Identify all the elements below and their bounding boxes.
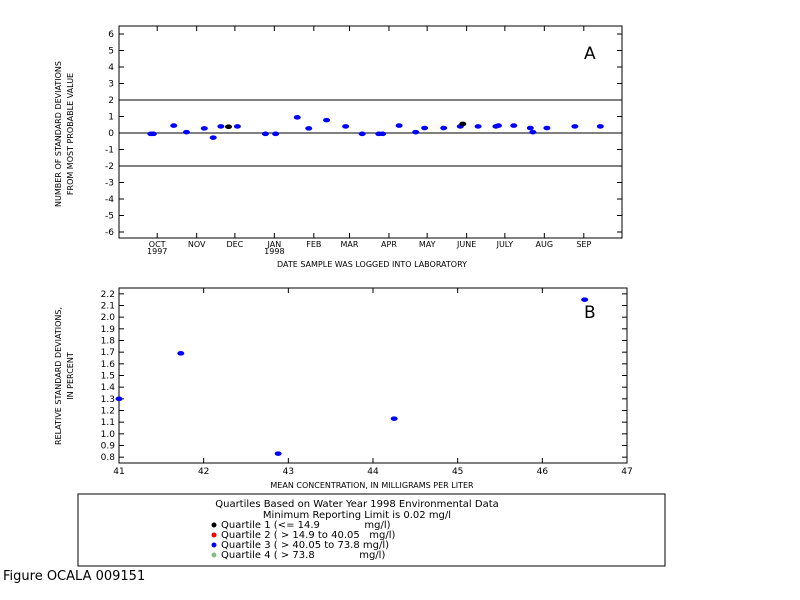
legend-swatch: [212, 533, 217, 538]
chart-a-points: [147, 115, 604, 140]
chart-b-x-tick-label: 47: [621, 467, 633, 477]
chart-a-reference-lines: [119, 100, 622, 166]
chart-a-y-tick-label: -6: [105, 228, 114, 238]
chart-b-x-tick-label: 41: [113, 467, 125, 477]
chart-b-x-axis: [113, 288, 632, 477]
chart-a-y-tick-label: 6: [108, 30, 114, 40]
chart-b-x-axis-title: MEAN CONCENTRATION, IN MILLIGRAMS PER LITER: [270, 481, 474, 490]
chart-a-x-tick-label: FEB: [306, 240, 322, 249]
chart-a-y-tick-label: -1: [105, 145, 114, 156]
chart-a-point: [305, 126, 312, 131]
chart-a-point: [201, 126, 208, 131]
chart-b-x-tick-label: 46: [536, 467, 549, 477]
chart-a-point: [359, 132, 366, 137]
chart-a-point: [217, 124, 224, 129]
chart-a-point: [342, 124, 349, 129]
legend-swatch: [212, 553, 217, 558]
chart-a-point: [294, 115, 301, 120]
chart-b-panel-letter: B: [584, 303, 596, 323]
chart-b-y-axis-title-line-2: IN PERCENT: [66, 352, 75, 400]
chart-a-point: [150, 132, 157, 137]
chart-a-point: [543, 126, 550, 131]
chart-b-point: [581, 297, 588, 302]
chart-b-y-tick-label: 2.0: [100, 313, 115, 324]
chart-b-y-tick-label: 0.9: [100, 441, 115, 452]
chart-b-point: [177, 351, 184, 356]
chart-b-x-tick-label: 45: [451, 467, 464, 477]
chart-a-x-tick-label: JULY: [496, 240, 514, 249]
chart-a-x-tick-year: 1998: [264, 247, 285, 256]
chart-a-point: [210, 135, 217, 140]
chart-b-y-tick-label: 1.2: [100, 406, 115, 417]
chart-a-x-axis-title: DATE SAMPLE WAS LOGGED INTO LABORATORY: [276, 260, 468, 269]
legend-entry-label: Quartile 3 ( > 40.05 to 73.8 mg/l): [221, 540, 390, 551]
chart-b-y-tick-label: 2.1: [100, 301, 115, 312]
chart-b-y-tick-label: 2.2: [100, 289, 115, 300]
chart-a-x-tick-label: NOV: [187, 240, 206, 249]
figure-caption: Figure OCALA 009151: [3, 569, 146, 584]
chart-a-y-tick-label: 4: [108, 63, 114, 73]
chart-a-point: [170, 123, 177, 128]
chart-b-y-tick-label: 1.8: [100, 336, 115, 347]
chart-b-points: [116, 297, 589, 456]
chart-b-x-tick-label: 43: [282, 467, 295, 477]
chart-a-y-tick-label: -5: [105, 211, 114, 222]
chart-a-x-tick-label: APR: [381, 240, 397, 249]
legend-entry-label: Quartile 4 ( > 73.8 mg/l): [221, 550, 386, 561]
chart-b-point: [116, 397, 123, 402]
chart-b-y-tick-label: 1.5: [100, 371, 115, 382]
chart-a-y-tick-label: 5: [108, 46, 114, 57]
chart-a-point: [597, 124, 604, 129]
chart-a-y-axis-title-line-1: NUMBER OF STANDARD DEVIATIONS: [54, 61, 63, 207]
legend-entry-label: Quartile 1 (<= 14.9 mg/l): [221, 520, 391, 531]
chart-a-y-tick-label: 1: [108, 112, 114, 123]
legend-title-line-1: Quartiles Based on Water Year 1998 Environmental Data: [215, 499, 499, 510]
chart-b-y-tick-label: 1.1: [100, 418, 115, 429]
chart-a-point: [323, 118, 330, 123]
chart-a-point: [529, 130, 536, 135]
chart-a-x-tick-year: 1997: [147, 247, 168, 256]
chart-a-point: [234, 124, 241, 129]
chart-a-point: [272, 132, 279, 137]
chart-a-point: [475, 124, 482, 129]
chart-a-point: [379, 132, 386, 137]
chart-b-y-tick-label: 0.8: [100, 453, 115, 464]
chart-a-point: [440, 126, 447, 131]
chart-a-panel-letter: A: [584, 44, 596, 64]
chart-a-y-tick-label: -2: [105, 162, 114, 172]
chart-a-point: [421, 126, 428, 131]
chart-b-y-tick-label: 1.0: [100, 429, 115, 440]
legend-entry-label: Quartile 2 ( > 14.9 to 40.05 mg/l): [221, 530, 396, 541]
chart-b-point: [391, 416, 398, 421]
chart-a-x-tick-label: JUNE: [457, 240, 477, 249]
chart-a-point: [527, 126, 534, 131]
chart-a-y-tick-label: -3: [105, 178, 114, 189]
chart-a-y-tick-label: 2: [108, 96, 114, 106]
chart-a-y-tick-label: -4: [105, 195, 114, 205]
chart-a-x-tick-label: AUG: [535, 240, 554, 249]
chart-a-x-tick-label: MAY: [418, 240, 436, 249]
chart-b-x-tick-label: 42: [197, 467, 210, 477]
chart-b-point: [275, 451, 282, 456]
chart-b-y-axis-title-line-1: RELATIVE STANDARD DEVIATIONS,: [54, 306, 63, 446]
chart-b-y-tick-label: 1.7: [100, 348, 115, 359]
legend: [78, 494, 665, 566]
chart-a-y-tick-label: 3: [108, 79, 114, 90]
chart-a-plot-frame: [119, 26, 622, 238]
chart-a-x-tick-label: OCT: [148, 240, 166, 249]
chart-a-x-tick-label: JAN: [267, 240, 282, 249]
chart-a-point: [510, 123, 517, 128]
legend-title-line-2: Minimum Reporting Limit is 0.02 mg/l: [262, 510, 452, 521]
chart-b: [54, 288, 633, 490]
chart-a-point: [412, 130, 419, 135]
chart-a-point: [183, 130, 190, 135]
chart-a-point: [459, 122, 466, 127]
chart-b-y-axis: [101, 290, 627, 463]
chart-a-point: [396, 123, 403, 128]
chart-a-x-tick-label: MAR: [340, 240, 359, 249]
legend-entries: [212, 520, 396, 561]
chart-a-point: [262, 132, 269, 137]
chart-a-point: [495, 123, 502, 128]
chart-b-plot-frame: [119, 288, 627, 463]
chart-b-y-tick-label: 1.4: [100, 383, 115, 394]
chart-a-y-axis-title-line-2: FROM MOST PROBABLE VALUE: [66, 72, 75, 196]
chart-a-x-tick-label: DEC: [226, 240, 244, 249]
chart-b-y-tick-label: 1.6: [100, 359, 115, 370]
legend-swatch: [212, 523, 217, 528]
chart-b-y-tick-label: 1.3: [100, 394, 115, 405]
chart-a-point: [571, 124, 578, 129]
chart-b-x-tick-label: 44: [367, 467, 379, 477]
chart-b-y-tick-label: 1.9: [100, 324, 115, 335]
chart-a-point: [225, 124, 232, 129]
chart-a-y-tick-label: 0: [108, 129, 114, 139]
chart-a: [54, 26, 622, 269]
chart-a-x-axis: [147, 26, 591, 256]
chart-a-x-tick-label: SEP: [576, 240, 592, 249]
legend-swatch: [212, 543, 217, 548]
